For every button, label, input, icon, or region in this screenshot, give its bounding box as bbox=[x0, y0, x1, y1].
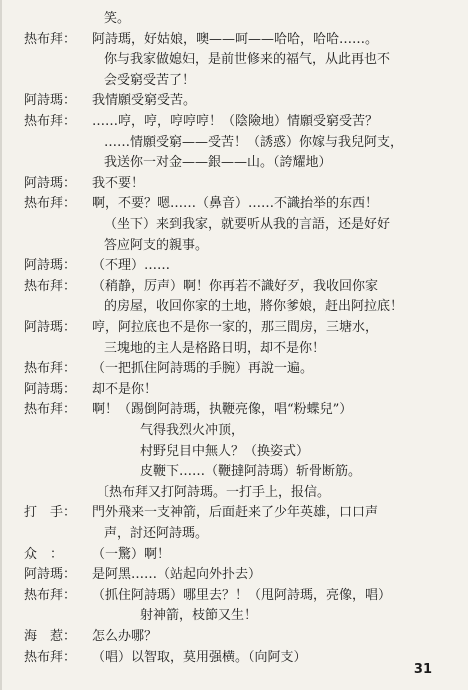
script-line bbox=[0, 29, 468, 51]
script-line bbox=[0, 358, 468, 380]
speaker-name: 打 手： bbox=[24, 505, 77, 521]
speaker-name: 热布拜： bbox=[24, 649, 77, 665]
speaker-name: 阿詩瑪： bbox=[24, 381, 77, 397]
page-number: 31 bbox=[413, 662, 432, 677]
dialogue-text: （不理）…… bbox=[92, 258, 171, 274]
script-line bbox=[0, 255, 468, 277]
speaker-name: 阿詩瑪： bbox=[24, 175, 77, 191]
dialogue-text: （抓住阿詩瑪）哪里去？！（甩阿詩瑪，亮像，唱） bbox=[92, 587, 392, 603]
script-line bbox=[0, 173, 468, 195]
speaker-name: 热布拜： bbox=[24, 402, 77, 418]
script-line bbox=[0, 420, 468, 442]
script-line bbox=[0, 647, 468, 669]
dialogue-text: 射神箭，枝節又生！ bbox=[140, 608, 258, 624]
speaker-name: 阿詩瑪： bbox=[24, 567, 77, 583]
script-line bbox=[0, 90, 468, 112]
dialogue-text: 三塊地的主人是格路日明，却不是你！ bbox=[104, 340, 326, 356]
script-line bbox=[0, 276, 468, 298]
script-line bbox=[0, 544, 468, 566]
speaker-name: 热布拜： bbox=[24, 114, 77, 129]
dialogue-text: 你与我家做媳妇，是前世修来的福气，从此再也不 bbox=[104, 52, 391, 68]
script-line bbox=[0, 214, 468, 236]
speaker-name: 热布拜： bbox=[24, 361, 77, 377]
dialogue-text: （稍静，厉声）啊！你再若不識好歹，我收回你家 bbox=[92, 278, 379, 294]
speaker-name: 热布拜： bbox=[24, 278, 77, 294]
script-line bbox=[0, 235, 468, 257]
dialogue-text: 却不是你！ bbox=[92, 381, 158, 397]
script-line bbox=[0, 132, 468, 154]
dialogue-text: 啊，不要？嗯……（鼻音）……不識抬举的东西！ bbox=[92, 196, 379, 212]
dialogue-text: （一把抓住阿詩瑪的手腕）再說一遍。 bbox=[92, 361, 314, 377]
speaker-name: 阿詩瑪： bbox=[24, 258, 77, 274]
script-line bbox=[0, 379, 468, 401]
script-line bbox=[0, 523, 468, 545]
dialogue-text: ……哼，哼，哼哼哼！（陰險地）情願受窮受苦？ bbox=[92, 114, 379, 129]
speaker-name: 热布拜： bbox=[24, 196, 77, 212]
speaker-name: 热布拜： bbox=[24, 31, 77, 47]
script-line bbox=[0, 585, 468, 607]
script-line bbox=[0, 482, 468, 504]
dialogue-text: 啊！（踢倒阿詩瑪，执鞭亮像，唱“粉蝶兒”） bbox=[92, 402, 353, 418]
script-line bbox=[0, 49, 468, 71]
script-line bbox=[0, 461, 468, 483]
script-line bbox=[0, 8, 468, 30]
script-line bbox=[0, 564, 468, 586]
speaker-name: 海 惹： bbox=[24, 629, 77, 644]
dialogue-text: 皮鞭下……（鞭撻阿詩瑪）斩骨断筋。 bbox=[140, 464, 362, 480]
script-line bbox=[0, 111, 468, 133]
dialogue-text: 我情願受窮受苦。 bbox=[92, 93, 197, 109]
dialogue-text: 笑。 bbox=[104, 11, 131, 26]
dialogue-text: 会受窮受苦了！ bbox=[104, 72, 196, 88]
dialogue-text: 哼，阿拉底也不是你一家的，那三間房，三塘水， bbox=[92, 320, 379, 335]
script-line bbox=[0, 338, 468, 360]
speaker-name: 众 ： bbox=[24, 546, 64, 562]
speaker-name: 热布拜： bbox=[24, 587, 77, 603]
script-line bbox=[0, 502, 468, 524]
dialogue-text: 答应阿支的親事。 bbox=[104, 237, 209, 253]
dialogue-text: 怎么办哪？ bbox=[92, 629, 158, 644]
script-line bbox=[0, 605, 468, 627]
script-line bbox=[0, 296, 468, 318]
dialogue-text: 声，討还阿詩瑪。 bbox=[104, 526, 209, 541]
dialogue-text: 是阿黑……（站起向外扑去） bbox=[92, 567, 262, 583]
dialogue-text: （一驚）啊！ bbox=[92, 546, 171, 562]
speaker-name: 阿詩瑪： bbox=[24, 320, 77, 335]
dialogue-text: 气得我烈火冲顶， bbox=[140, 423, 245, 438]
dialogue-text: 〔热布拜又打阿詩瑪。一打手上，报信。 bbox=[96, 484, 331, 500]
script-line bbox=[0, 70, 468, 92]
script-line bbox=[0, 399, 468, 421]
dialogue-text: （坐下）来到我家，就要听从我的言語，还是好好 bbox=[104, 217, 391, 232]
dialogue-text: 阿詩瑪，好姑娘，噢——呵——哈哈，哈哈……。 bbox=[92, 31, 379, 47]
script-line bbox=[0, 317, 468, 339]
speaker-name: 阿詩瑪： bbox=[24, 93, 77, 109]
script-line bbox=[0, 193, 468, 215]
dialogue-text: 我不要！ bbox=[92, 175, 145, 191]
script-line bbox=[0, 441, 468, 463]
dialogue-text: 的房屋，收回你家的土地，將你爹娘，赶出阿拉底！ bbox=[104, 299, 404, 315]
dialogue-text: 門外飛来一支神箭，后面赶来了少年英雄，口口声 bbox=[92, 505, 379, 521]
script-line bbox=[0, 152, 468, 174]
dialogue-text: （唱）以智取，莫用强横。（向阿支） bbox=[92, 649, 307, 665]
dialogue-text: 我送你一对金——銀——山。（誇耀地） bbox=[104, 155, 332, 171]
dialogue-text: 村野兒目中無人？（换姿式） bbox=[140, 443, 310, 459]
script-line bbox=[0, 626, 468, 648]
dialogue-text: ……情願受窮——受苦！（誘惑）你嫁与我兒阿支， bbox=[104, 134, 404, 150]
